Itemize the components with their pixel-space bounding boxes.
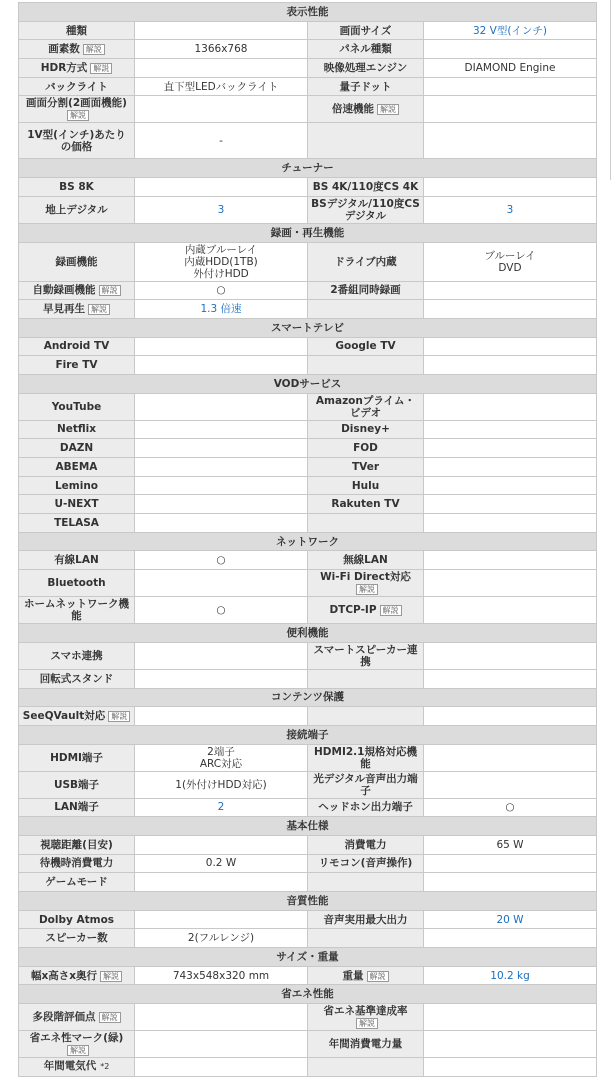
label-dual-record: 2番組同時録画 xyxy=(308,281,424,300)
help-tag-dimensions[interactable]: 解説 xyxy=(100,971,122,982)
value-amazon-prime xyxy=(424,393,597,420)
help-tag-seeqvault[interactable]: 解説 xyxy=(108,711,130,722)
label-fire-tv: Fire TV xyxy=(19,356,135,375)
label-eco-rate: 省エネ基準達成率 解説 xyxy=(308,1004,424,1031)
label-dazn: DAZN xyxy=(19,439,135,458)
value-swivel-stand xyxy=(135,669,308,688)
value-wired-lan[interactable]: ○ xyxy=(135,551,308,570)
value-abema xyxy=(135,458,308,477)
value-youtube xyxy=(135,393,308,420)
label-seeqvault: SeeQVault対応 解説 xyxy=(19,707,135,726)
help-tag-dtcp-ip[interactable]: 解説 xyxy=(380,605,402,616)
value-backlight: 直下型LEDバックライト xyxy=(135,77,308,96)
value-dtcp-ip xyxy=(424,597,597,624)
value-android-tv xyxy=(135,337,308,356)
section-size: サイズ・重量 xyxy=(19,948,597,967)
value-bs4k xyxy=(424,178,597,197)
help-tag-eco-mark[interactable]: 解説 xyxy=(67,1045,89,1056)
section-eco: 省エネ性能 xyxy=(19,985,597,1004)
value-empty-r6 xyxy=(424,123,597,159)
value-wifi-direct xyxy=(424,570,597,597)
label-double-speed: 倍速機能 解説 xyxy=(308,96,424,123)
label-optical-out: 光デジタル音声出力端子 xyxy=(308,771,424,798)
label-dolby-atmos: Dolby Atmos xyxy=(19,910,135,929)
label-dimensions: 幅x高さx奥行 解説 xyxy=(19,966,135,985)
help-tag-multi-rating[interactable]: 解説 xyxy=(99,1012,121,1023)
value-bs-digital[interactable]: 3 xyxy=(424,196,597,223)
value-home-network: ○ xyxy=(135,597,308,624)
value-panel-type xyxy=(424,40,597,59)
label-viewing-distance: 視聴距離(目安) xyxy=(19,835,135,854)
label-rakuten-tv: Rakuten TV xyxy=(308,495,424,514)
section-display: 表示性能 xyxy=(19,3,597,22)
value-rakuten-tv xyxy=(424,495,597,514)
value-usb: 1(外付けHDD対応) xyxy=(135,771,308,798)
label-lan-port: LAN端子 xyxy=(19,798,135,817)
label-lemino: Lemino xyxy=(19,476,135,495)
value-dolby-atmos xyxy=(135,910,308,929)
value-annual-cost xyxy=(135,1058,308,1077)
help-tag-double-speed[interactable]: 解説 xyxy=(377,104,399,115)
value-empty-b3 xyxy=(424,873,597,892)
value-dazn xyxy=(135,439,308,458)
label-annual-cost: 年間電気代 *2 xyxy=(19,1058,135,1077)
help-tag-eco-rate[interactable]: 解説 xyxy=(356,1018,378,1029)
value-empty-rc3 xyxy=(424,300,597,319)
label-bs4k: BS 4K/110度CS 4K xyxy=(308,178,424,197)
value-auto-record[interactable]: ○ xyxy=(135,281,308,300)
section-network: ネットワーク xyxy=(19,532,597,551)
help-tag-hdr[interactable]: 解説 xyxy=(90,63,112,74)
label-empty-p1 xyxy=(308,707,424,726)
label-headphone: ヘッドホン出力端子 xyxy=(308,798,424,817)
value-dimensions: 743x548x320 mm xyxy=(135,966,308,985)
value-tver xyxy=(424,458,597,477)
value-dual-record xyxy=(424,281,597,300)
label-weight: 重量 解説 xyxy=(308,966,424,985)
section-ports: 接続端子 xyxy=(19,725,597,744)
label-power: 消費電力 xyxy=(308,835,424,854)
value-smartphone-link xyxy=(135,642,308,669)
label-swivel-stand: 回転式スタンド xyxy=(19,669,135,688)
value-optical-out xyxy=(424,771,597,798)
label-voice-remote: リモコン(音声操作) xyxy=(308,854,424,873)
label-tver: TVer xyxy=(308,458,424,477)
label-recording: 録画機能 xyxy=(19,242,135,281)
label-standby-power: 待機時消費電力 xyxy=(19,854,135,873)
value-hdr xyxy=(135,59,308,78)
value-hdmi: 2端子 ARC対応 xyxy=(135,744,308,771)
value-eco-rate xyxy=(424,1004,597,1031)
label-youtube: YouTube xyxy=(19,393,135,420)
label-empty-s2 xyxy=(308,356,424,375)
label-bluetooth: Bluetooth xyxy=(19,570,135,597)
value-fast-play[interactable]: 1.3 倍速 xyxy=(135,300,308,319)
label-empty-c2 xyxy=(308,669,424,688)
label-unext: U-NEXT xyxy=(19,495,135,514)
section-vod: VODサービス xyxy=(19,374,597,393)
help-tag-pixels[interactable]: 解説 xyxy=(83,44,105,55)
value-price-per-inch: - xyxy=(135,123,308,159)
value-empty-c2 xyxy=(424,669,597,688)
footnote-annual-cost: *2 xyxy=(100,1062,110,1072)
label-auto-record: 自動録画機能 解説 xyxy=(19,281,135,300)
label-drive: ドライブ内蔵 xyxy=(308,242,424,281)
label-empty-r6 xyxy=(308,123,424,159)
section-convenience: 便利機能 xyxy=(19,624,597,643)
label-hdmi: HDMI端子 xyxy=(19,744,135,771)
section-record: 録画・再生機能 xyxy=(19,223,597,242)
section-smart: スマートテレビ xyxy=(19,318,597,337)
value-eco-mark xyxy=(135,1031,308,1058)
label-netflix: Netflix xyxy=(19,420,135,439)
value-game-mode xyxy=(135,873,308,892)
value-recording: 内蔵ブルーレイ 内蔵HDD(1TB) 外付けHDD xyxy=(135,242,308,281)
label-telasa: TELASA xyxy=(19,514,135,533)
label-empty-b3 xyxy=(308,873,424,892)
label-split-screen: 画面分割(2画面機能) 解説 xyxy=(19,96,135,123)
value-netflix xyxy=(135,420,308,439)
label-type: 種類 xyxy=(19,21,135,40)
label-hulu: Hulu xyxy=(308,476,424,495)
value-speakers: 2(フルレンジ) xyxy=(135,929,308,948)
label-bs-digital: BSデジタル/110度CSデジタル xyxy=(308,196,424,223)
help-tag-auto-record[interactable]: 解説 xyxy=(99,285,121,296)
value-power: 65 W xyxy=(424,835,597,854)
value-fod xyxy=(424,439,597,458)
label-empty-rc3 xyxy=(308,300,424,319)
value-lemino xyxy=(135,476,308,495)
help-tag-wifi-direct[interactable]: 解説 xyxy=(356,584,378,595)
value-weight[interactable]: 10.2 kg xyxy=(424,966,597,985)
value-terrestrial[interactable]: 3 xyxy=(135,196,308,223)
label-smart-speaker: スマートスピーカー連携 xyxy=(308,642,424,669)
spec-table xyxy=(18,2,597,1077)
label-price-per-inch: 1V型(インチ)あたりの価格 xyxy=(19,123,135,159)
label-wifi-direct: Wi-Fi Direct対応解説 xyxy=(308,570,424,597)
value-type xyxy=(135,21,308,40)
label-amazon-prime: Amazonプライム・ビデオ xyxy=(308,393,424,420)
label-usb: USB端子 xyxy=(19,771,135,798)
value-bs8k xyxy=(135,178,308,197)
value-fire-tv xyxy=(135,356,308,375)
help-tag-split[interactable]: 解説 xyxy=(67,110,89,121)
spec-table-container xyxy=(18,2,596,1077)
scrollbar[interactable] xyxy=(610,0,616,180)
value-engine: DIAMOND Engine xyxy=(424,59,597,78)
value-viewing-distance xyxy=(135,835,308,854)
label-pixels: 画素数 解説 xyxy=(19,40,135,59)
label-wireless-lan: 無線LAN xyxy=(308,551,424,570)
label-speakers: スピーカー数 xyxy=(19,929,135,948)
value-hulu xyxy=(424,476,597,495)
value-seeqvault xyxy=(135,707,308,726)
label-multi-rating: 多段階評価点 解説 xyxy=(19,1004,135,1031)
value-split-screen xyxy=(135,96,308,123)
label-terrestrial: 地上デジタル xyxy=(19,196,135,223)
value-quantum-dot xyxy=(424,77,597,96)
help-tag-weight[interactable]: 解説 xyxy=(367,971,389,982)
label-game-mode: ゲームモード xyxy=(19,873,135,892)
label-fod: FOD xyxy=(308,439,424,458)
label-panel-type: パネル種類 xyxy=(308,40,424,59)
label-home-network: ホームネットワーク機能 xyxy=(19,597,135,624)
value-empty-s2 xyxy=(424,356,597,375)
label-annual-power: 年間消費電力量 xyxy=(308,1031,424,1058)
value-voice-remote xyxy=(424,854,597,873)
label-screen-size: 画面サイズ xyxy=(308,21,424,40)
value-bluetooth xyxy=(135,570,308,597)
label-dtcp-ip: DTCP-IP 解説 xyxy=(308,597,424,624)
section-audio: 音質性能 xyxy=(19,892,597,911)
label-google-tv: Google TV xyxy=(308,337,424,356)
label-engine: 映像処理エンジン xyxy=(308,59,424,78)
label-fast-play: 早見再生 解説 xyxy=(19,300,135,319)
label-android-tv: Android TV xyxy=(19,337,135,356)
label-hdr: HDR方式 解説 xyxy=(19,59,135,78)
label-quantum-dot: 量子ドット xyxy=(308,77,424,96)
value-drive: ブルーレイ DVD xyxy=(424,242,597,281)
label-wired-lan: 有線LAN xyxy=(19,551,135,570)
label-eco-mark: 省エネ性マーク(緑) 解説 xyxy=(19,1031,135,1058)
value-wireless-lan xyxy=(424,551,597,570)
value-telasa xyxy=(135,514,308,533)
help-tag-fast-play[interactable]: 解説 xyxy=(88,304,110,315)
section-tuner: チューナー xyxy=(19,159,597,178)
label-hdmi21: HDMI2.1規格対応機能 xyxy=(308,744,424,771)
value-unext xyxy=(135,495,308,514)
value-screen-size[interactable]: 32 V型(インチ) xyxy=(424,21,597,40)
value-empty-v7 xyxy=(424,514,597,533)
section-basic: 基本仕様 xyxy=(19,817,597,836)
value-empty-p1 xyxy=(424,707,597,726)
value-smart-speaker xyxy=(424,642,597,669)
label-bs8k: BS 8K xyxy=(19,178,135,197)
label-backlight: バックライト xyxy=(19,77,135,96)
label-empty-e3 xyxy=(308,1058,424,1077)
value-google-tv xyxy=(424,337,597,356)
label-disney: Disney+ xyxy=(308,420,424,439)
label-empty-v7 xyxy=(308,514,424,533)
label-empty-a2 xyxy=(308,929,424,948)
value-hdmi21 xyxy=(424,744,597,771)
value-disney xyxy=(424,420,597,439)
value-double-speed xyxy=(424,96,597,123)
value-empty-a2 xyxy=(424,929,597,948)
value-headphone[interactable]: ○ xyxy=(424,798,597,817)
label-smartphone-link: スマホ連携 xyxy=(19,642,135,669)
value-lan-port[interactable]: 2 xyxy=(135,798,308,817)
label-max-output: 音声実用最大出力 xyxy=(308,910,424,929)
value-annual-power xyxy=(424,1031,597,1058)
section-content: コンテンツ保護 xyxy=(19,688,597,707)
value-multi-rating xyxy=(135,1004,308,1031)
value-max-output[interactable]: 20 W xyxy=(424,910,597,929)
label-abema: ABEMA xyxy=(19,458,135,477)
value-standby-power: 0.2 W xyxy=(135,854,308,873)
value-pixels: 1366x768 xyxy=(135,40,308,59)
value-empty-e3 xyxy=(424,1058,597,1077)
